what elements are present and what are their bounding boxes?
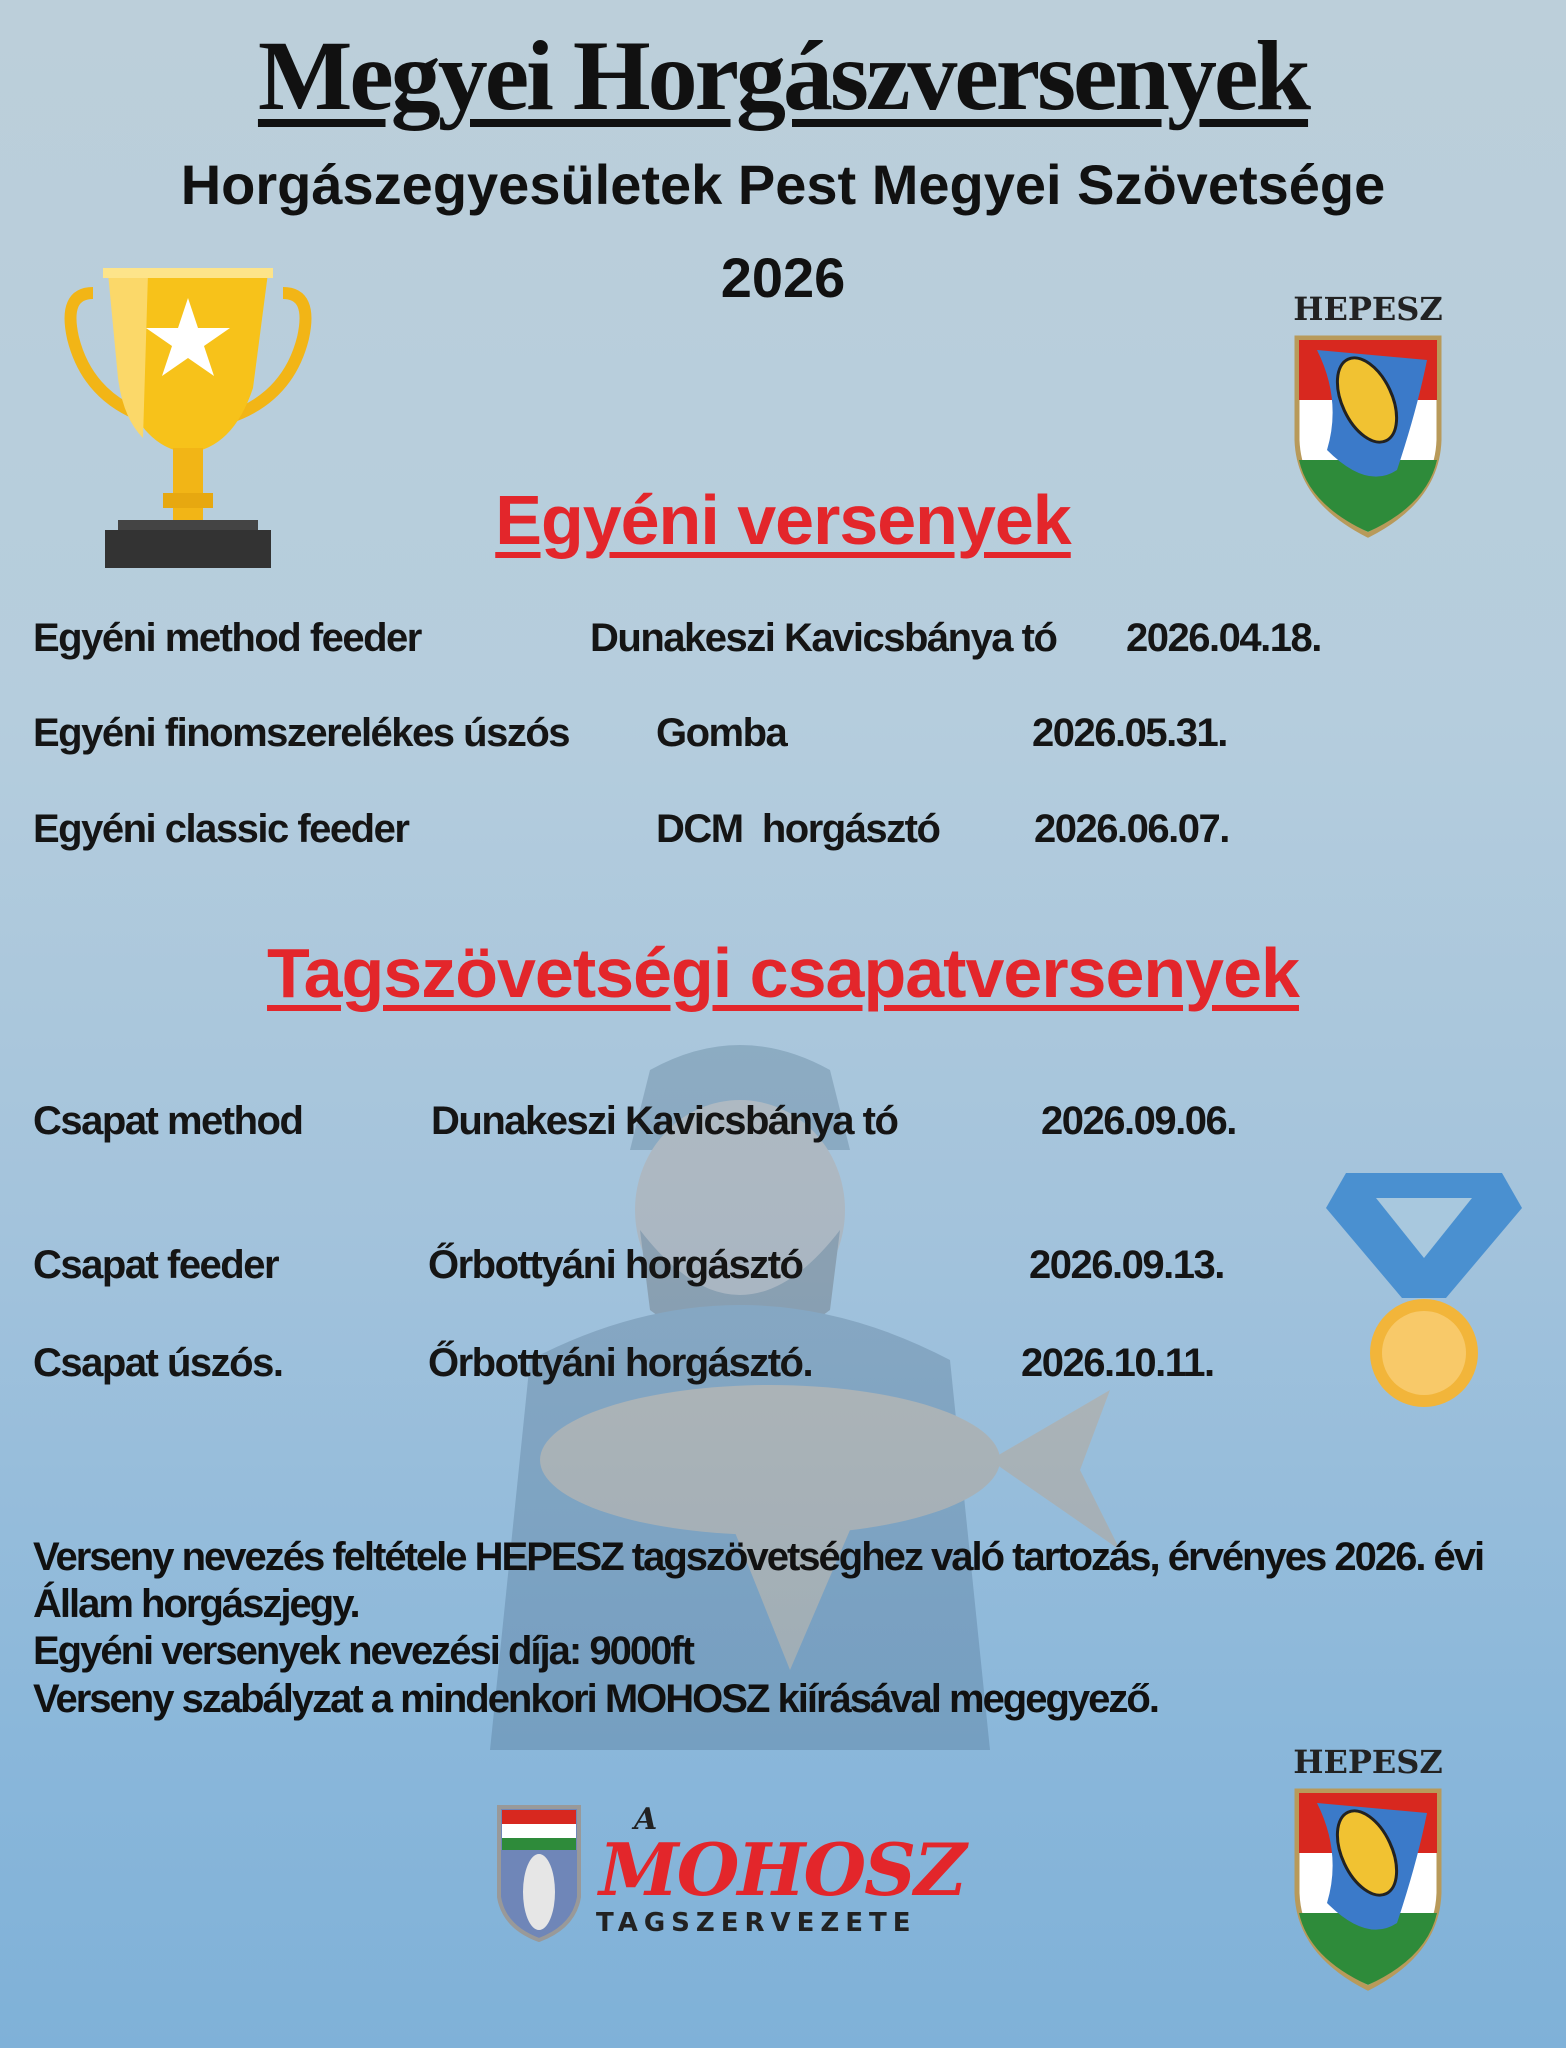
hepesz-wordmark: HEPESZ [1293, 290, 1443, 328]
individual-row-1-name: Egyéni method feeder [33, 616, 421, 660]
mohosz-wordmark: MOHOSZ [599, 1827, 965, 1912]
team-row-1-date: 2026.09.06. [1041, 1099, 1236, 1143]
medal-icon [1326, 1173, 1522, 1409]
entry-conditions: Verseny nevezés feltétele HEPESZ tagszövetséghez való tartozás, érvényes 2026. évi Állam horgászjegy. [33, 1535, 1484, 1626]
individual-row-3-venue: DCM horgásztó [656, 807, 940, 851]
individual-row-3-name: Egyéni classic feeder [33, 807, 409, 851]
individual-row-2-name: Egyéni finomszerelékes úszós [33, 711, 570, 755]
team-row-3-name: Csapat úszós. [33, 1341, 283, 1385]
mohosz-shield-icon [494, 1802, 584, 1942]
hepesz-wordmark: HEPESZ [1293, 1743, 1443, 1781]
individual-heading: Egyéni versenyek [495, 481, 1071, 559]
individual-row-3-date: 2026.06.07. [1034, 807, 1229, 851]
team-row-3-venue: Őrbottyáni horgásztó. [428, 1341, 813, 1385]
team-row-2-date: 2026.09.13. [1029, 1243, 1224, 1287]
individual-row-2-date: 2026.05.31. [1032, 711, 1227, 755]
individual-row-2-venue: Gomba [656, 711, 787, 755]
team-heading: Tagszövetségi csapatversenyek [267, 934, 1299, 1012]
team-row-1-venue: Dunakeszi Kavicsbánya tó [431, 1099, 898, 1143]
team-row-3-date: 2026.10.11. [1021, 1341, 1214, 1385]
individual-row-1-date: 2026.04.18. [1126, 616, 1321, 660]
hepesz-logo-bottom [1247, 1743, 1489, 2003]
mohosz-logo [494, 1802, 1014, 1942]
rules-note: Verseny szabályzat a mindenkori MOHOSZ kiírásával megegyező. [33, 1677, 1158, 1721]
organization-name: Horgászegyesületek Pest Megyei Szövetsége [180, 153, 1386, 216]
mohosz-prefix: A [634, 1802, 658, 1837]
page-title: Megyei Horgászversenyek [257, 20, 1309, 131]
individual-row-1-venue: Dunakeszi Kavicsbánya tó [590, 616, 1057, 660]
team-row-1-name: Csapat method [33, 1099, 303, 1143]
team-row-2-venue: Őrbottyáni horgásztó [428, 1243, 803, 1287]
team-row-2-name: Csapat feeder [33, 1243, 279, 1287]
entry-fee: Egyéni versenyek nevezési díja: 9000ft [33, 1629, 693, 1673]
mohosz-subtitle: TAGSZERVEZETE [596, 1908, 917, 1938]
hepesz-shield-icon [1247, 1743, 1489, 2003]
year: 2026 [720, 246, 846, 309]
